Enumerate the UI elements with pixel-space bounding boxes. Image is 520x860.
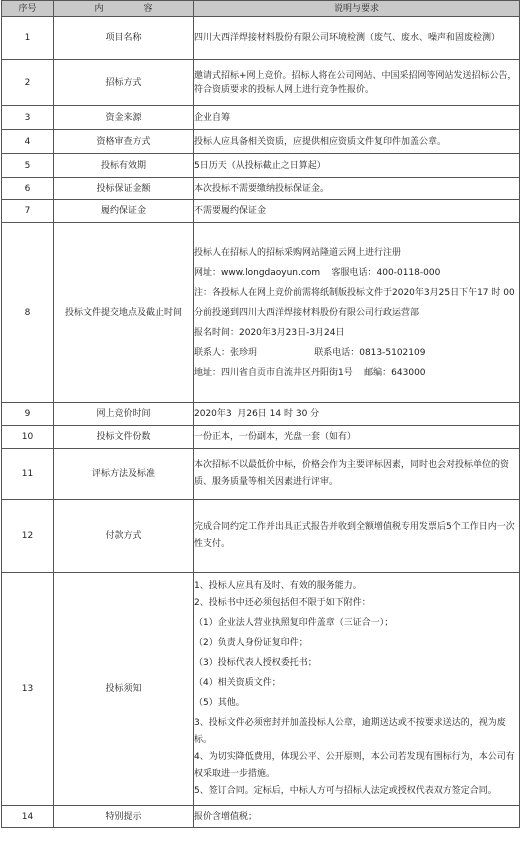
- website-line: 网址：www.longdaoyun.com 客服电话：400-0118-000: [194, 267, 441, 278]
- table-row: [2, 426, 520, 449]
- table-row: [2, 806, 520, 828]
- row-item: 履约保证金: [54, 200, 194, 223]
- table-row: [2, 130, 520, 154]
- row-desc: 本次招标不以最低价中标，价格会作为主要评标因素，同时也会对投标单位的资质、服务质量等相关因素进行评审。: [194, 449, 520, 500]
- row-desc: 完成合同约定工作并出具正式报告并收到全额增值税专用发票后5个工作日内一次性支付。: [194, 500, 520, 573]
- row-item: 资格审查方式: [54, 130, 194, 154]
- row-desc: [194, 223, 520, 403]
- row-item: 投标保证金额: [54, 178, 194, 200]
- row-item: 投标须知: [54, 573, 194, 806]
- desc-line: 报名时间：2020年3月23日-3月24日: [194, 327, 345, 338]
- row-item: 付款方式: [54, 500, 194, 573]
- table-row: [2, 178, 520, 200]
- table-row: [2, 223, 520, 403]
- row-item: 资金来源: [54, 106, 194, 130]
- row-desc: 报价含增值税；: [194, 806, 520, 828]
- tender-requirements-table: [1, 0, 520, 828]
- address-line: 地址：四川省自贡市自流井区丹阳街1号 邮编：643000: [194, 367, 426, 378]
- row-number: 1: [2, 17, 54, 60]
- desc-line: 注：各投标人在网上竞价前需将纸制版投标文件于2020年3月25日下午17 时 00 分前投递到四川大西洋焊接材料股份有限公司行政运营部: [194, 287, 515, 318]
- row-number: 9: [2, 403, 54, 426]
- table-header-row: [2, 1, 520, 17]
- desc-line: （4）相关资质文件；: [194, 678, 281, 688]
- table-row: [2, 573, 520, 806]
- desc-line: 3、投标文件必须密封并加盖投标人公章，逾期送达或不按要求送达的，视为废标。: [194, 718, 506, 745]
- row-number: 8: [2, 223, 54, 403]
- table-row: [2, 17, 520, 60]
- row-number: 4: [2, 130, 54, 154]
- row-desc: 四川大西洋焊接材料股份有限公司环境检测（废气、废水、噪声和固废检测）: [194, 17, 520, 60]
- row-desc: 5日历天（从投标截止之日算起）: [194, 154, 520, 178]
- row-desc: 企业自筹: [194, 106, 520, 130]
- row-desc: 2020年3 月26日 14 时 30 分: [194, 403, 520, 426]
- row-desc: 本次投标不需要缴纳投标保证金。: [194, 178, 520, 200]
- row-number: 11: [2, 449, 54, 500]
- header-item: 内 容: [54, 1, 194, 17]
- row-item: 评标方法及标准: [54, 449, 194, 500]
- row-item: 投标文件提交地点及截止时间: [54, 223, 194, 403]
- table-row: [2, 60, 520, 106]
- row-number: 5: [2, 154, 54, 178]
- row-number: 10: [2, 426, 54, 449]
- header-no: 序号: [2, 1, 54, 17]
- table-row: [2, 449, 520, 500]
- contact-line: 联系人：张珍玥 联系电话：0813-5102109: [194, 347, 426, 358]
- desc-line: 1、投标人应具有及时、有效的服务能力。: [194, 581, 362, 591]
- row-number: 12: [2, 500, 54, 573]
- row-desc: 邀请式招标+网上竞价。招标人将在公司网站、中国采招网等网站发送招标公告，符合资质要求的投标人网上进行竞争性报价。: [194, 60, 520, 106]
- row-number: 3: [2, 106, 54, 130]
- table-row: [2, 200, 520, 223]
- row-number: 6: [2, 178, 54, 200]
- row-desc: 投标人应具备相关资质，应提供相应资质文件复印件加盖公章。: [194, 130, 520, 154]
- row-number: 14: [2, 806, 54, 828]
- row-number: 2: [2, 60, 54, 106]
- row-item: 招标方式: [54, 60, 194, 106]
- row-item: 项目名称: [54, 17, 194, 60]
- desc-line: 2、投标书中还必须包括但不限于如下附件：: [194, 598, 371, 608]
- header-desc: 说明与要求: [194, 1, 520, 17]
- row-item: 特别提示: [54, 806, 194, 828]
- table-row: [2, 403, 520, 426]
- desc-line: 5、签订合同。定标后，中标人方可与招标人法定或授权代表双方签定合同。: [194, 786, 497, 796]
- table-row: [2, 106, 520, 130]
- row-item: 网上竞价时间: [54, 403, 194, 426]
- row-number: 13: [2, 573, 54, 806]
- row-number: 7: [2, 200, 54, 223]
- desc-line: 4、为切实降低费用，体现公平、公开原则，本公司若发现有围标行为，本公司有权采取进一步措施。: [194, 752, 515, 779]
- table-row: [2, 500, 520, 573]
- row-item: 投标文件份数: [54, 426, 194, 449]
- table-row: [2, 154, 520, 178]
- row-desc: [194, 573, 520, 806]
- row-desc: 一份正本，一份副本，光盘一套（如有）: [194, 426, 520, 449]
- row-desc: 不需要履约保证金: [194, 200, 520, 223]
- desc-line: （5）其他。: [194, 698, 245, 708]
- desc-line: （1）企业法人营业执照复印件盖章（三证合一）；: [194, 618, 394, 628]
- desc-line: 投标人在招标人的招标采购网站隆道云网上进行注册: [194, 247, 402, 258]
- desc-line: （2）负责人身份证复印件；: [194, 638, 308, 648]
- row-item: 投标有效期: [54, 154, 194, 178]
- desc-line: （3）投标代表人授权委托书；: [194, 658, 317, 668]
